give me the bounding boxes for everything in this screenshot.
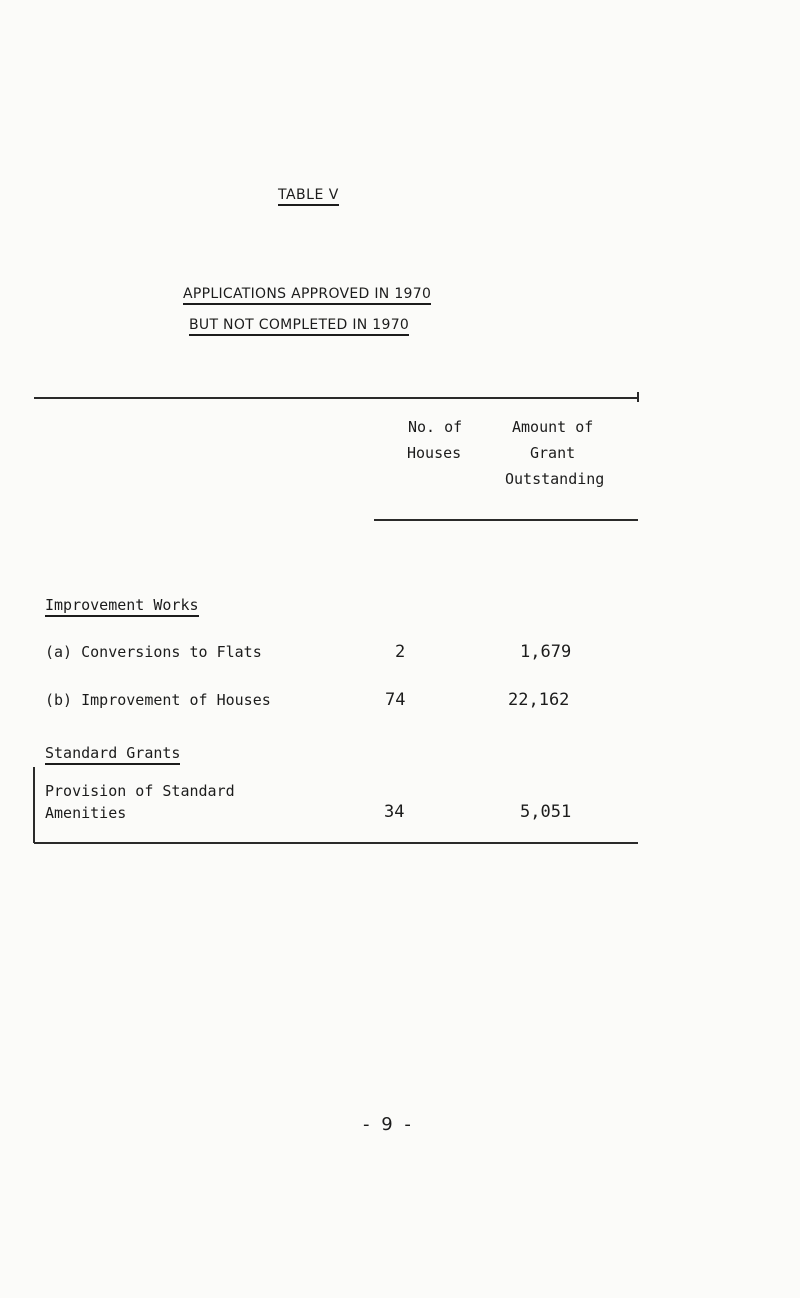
row-grant-conversions: 1,679 — [520, 642, 572, 662]
table-right-tick — [637, 392, 639, 402]
column-header-houses-line-2: Houses — [407, 444, 462, 462]
row-label-provision-line-1: Provision of Standard — [45, 782, 235, 800]
column-header-grant-line-3: Outstanding — [505, 470, 605, 488]
section-title-standard-grants: Standard Grants — [45, 744, 180, 762]
row-label-conversions: (a) Conversions to Flats — [45, 643, 262, 661]
row-grant-provision: 5,051 — [520, 802, 572, 822]
row-label-provision-line-2: Amenities — [45, 804, 127, 822]
column-header-grant-line-2: Grant — [530, 444, 576, 462]
heading-line-1: APPLICATIONS APPROVED IN 1970 — [183, 286, 431, 302]
row-houses-improvement-of-houses: 74 — [385, 690, 406, 710]
row-houses-conversions: 2 — [395, 642, 406, 662]
table-top-rule — [34, 397, 638, 399]
table-bottom-rule — [34, 842, 638, 844]
row-houses-provision: 34 — [384, 802, 405, 822]
heading-line-2: BUT NOT COMPLETED IN 1970 — [189, 317, 409, 333]
row-label-improvement-of-houses: (b) Improvement of Houses — [45, 691, 271, 709]
page-number: - 9 - — [363, 1114, 414, 1135]
column-header-houses-line-1: No. of — [408, 418, 463, 436]
column-header-grant-line-1: Amount of — [512, 418, 594, 436]
section-title-improvement-works: Improvement Works — [45, 596, 199, 614]
column-header-rule — [374, 519, 638, 521]
table-title: TABLE V — [278, 187, 339, 203]
row-grant-improvement-of-houses: 22,162 — [508, 690, 570, 710]
table-left-rule — [33, 767, 35, 843]
